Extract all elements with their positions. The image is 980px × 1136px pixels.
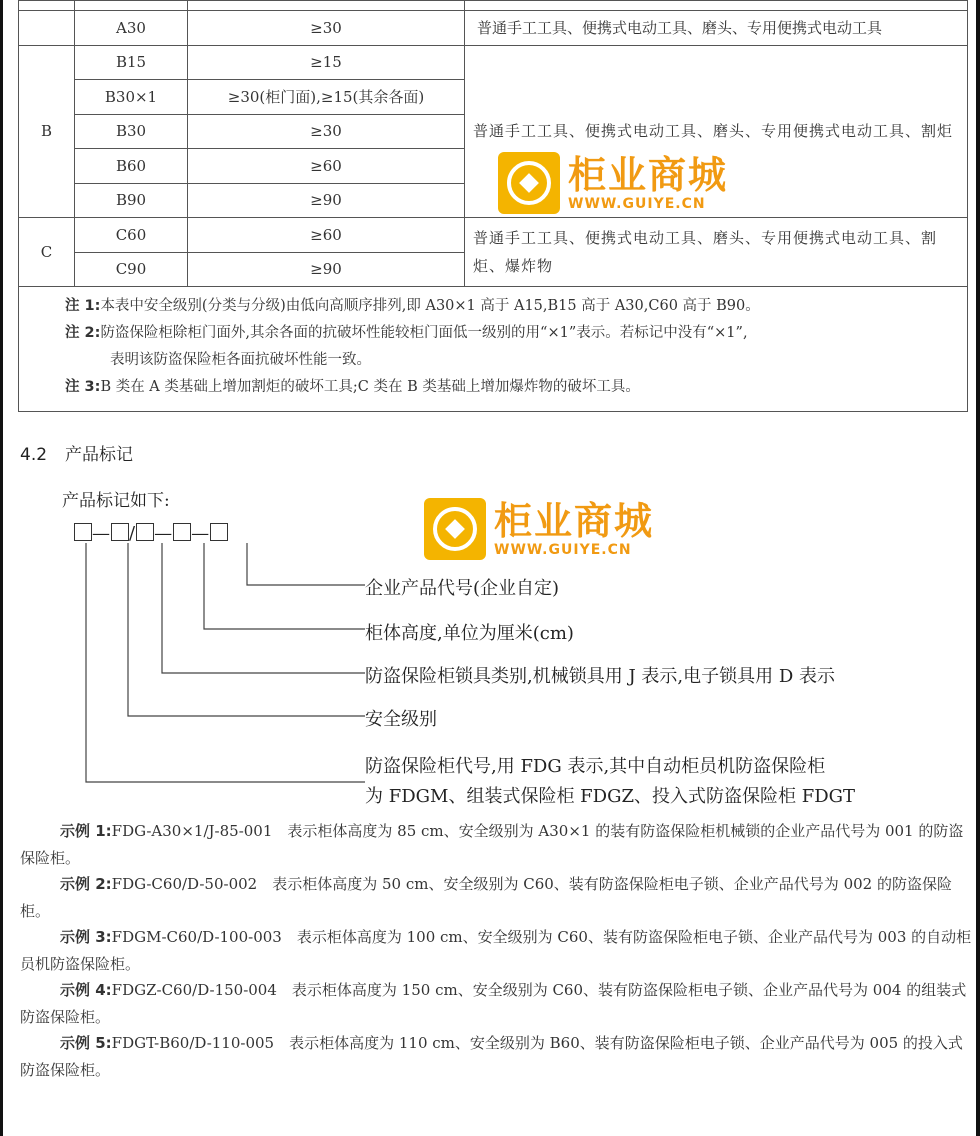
table-row — [19, 1, 968, 11]
watermark-name: 柜业商城 — [568, 153, 729, 197]
level-cell: C90 — [75, 252, 188, 287]
leader-line-company — [247, 543, 365, 585]
legend-product-code-line2: 为 FDGM、组装式保险柜 FDGZ、投入式防盗保险柜 FDGT — [365, 786, 856, 807]
value-cell: ≥60 — [188, 218, 465, 253]
group-cell: C — [19, 218, 75, 287]
example-4: 示例 4:FDGZ-C60/D-150-004 表示柜体高度为 150 cm、安全级别为 C60、装有防盗保险柜电子锁、企业产品代号为 004 的组装式防盗保险柜。 — [20, 981, 967, 1026]
section-number: 4.2 — [20, 445, 48, 465]
intro-text: 产品标记如下: — [62, 491, 170, 511]
value-cell: ≥30(柜门面),≥15(其余各面) — [188, 80, 465, 115]
separator: — — [92, 523, 111, 544]
placeholder-box — [111, 523, 129, 541]
tools-cell: 普通手工工具、便携式电动工具、磨头、专用便携式电动工具、割炬 — [465, 45, 968, 218]
table-cell — [465, 1, 968, 11]
table-cell — [19, 11, 75, 46]
security-level-table — [18, 0, 968, 412]
value-cell: ≥30 — [188, 114, 465, 149]
value-cell: ≥30 — [188, 11, 465, 46]
legend-security-level: 安全级别 — [365, 709, 437, 730]
table-cell — [188, 1, 465, 11]
leader-line-product — [86, 543, 365, 782]
legend-company-code: 企业产品代号(企业自定) — [365, 578, 560, 599]
table-row — [19, 45, 968, 80]
level-cell: B90 — [75, 183, 188, 218]
legend-product-code-line1: 防盗保险柜代号,用 FDG 表示,其中自动柜员机防盗保险柜 — [365, 756, 826, 777]
placeholder-box — [173, 523, 191, 541]
example-5: 示例 5:FDGT-B60/D-110-005 表示柜体高度为 110 cm、安全级别为 B60、装有防盗保险柜电子锁、企业产品代号为 005 的投入式防盗保险柜。 — [20, 1034, 963, 1079]
note-2-continuation: 表明该防盗保险柜各面抗破坏性能一致。 — [110, 352, 371, 368]
table-row — [19, 287, 968, 412]
level-cell: B15 — [75, 45, 188, 80]
separator: — — [154, 523, 174, 544]
table-row — [19, 11, 968, 46]
example-1: 示例 1:FDG-A30×1/J-85-001 表示柜体高度为 85 cm、安全级别为 A30×1 的装有防盗保险柜机械锁的企业产品代号为 001 的防盗保险柜。 — [20, 822, 964, 867]
marking-template — [74, 523, 228, 544]
tools-cell: 普通手工工具、便携式电动工具、磨头、专用便携式电动工具、割炬、爆炸物 — [465, 218, 968, 287]
watermark-name: 柜业商城 — [494, 499, 655, 543]
watermark-logo — [424, 498, 654, 560]
note-3: 注 3:B 类在 A 类基础上增加割炬的破坏工具;C 类在 B 类基础上增加爆炸物的破坏工具。 — [65, 379, 640, 395]
separator: — — [191, 523, 211, 544]
logo-icon — [498, 152, 560, 214]
section-heading — [20, 440, 133, 465]
table-notes — [19, 287, 968, 412]
watermark-url: WWW.GUIYE.CN — [494, 542, 632, 558]
page-border-left — [0, 0, 3, 1136]
table-cell — [75, 1, 188, 11]
leader-line-level — [128, 543, 365, 716]
example-3: 示例 3:FDGM-C60/D-100-003 表示柜体高度为 100 cm、安全级别为 C60、装有防盗保险柜电子锁、企业产品代号为 003 的自动柜员机防盗保险柜。 — [20, 928, 972, 973]
page-border-right — [976, 0, 980, 1136]
value-cell: ≥60 — [188, 149, 465, 184]
placeholder-box — [210, 523, 228, 541]
legend-lock-type: 防盗保险柜锁具类别,机械锁具用 J 表示,电子锁具用 D 表示 — [365, 666, 835, 687]
group-cell: B — [19, 45, 75, 218]
table-cell — [19, 1, 75, 11]
placeholder-box — [74, 523, 92, 541]
level-cell: B60 — [75, 149, 188, 184]
logo-icon — [424, 498, 486, 560]
note-2: 注 2:防盗保险柜除柜门面外,其余各面的抗破坏性能较柜门面低一级别的用“×1”表示。若标记中没有“×1”, — [65, 325, 748, 341]
table-row — [19, 218, 968, 253]
level-cell: B30 — [75, 114, 188, 149]
level-cell: B30×1 — [75, 80, 188, 115]
level-cell: C60 — [75, 218, 188, 253]
tools-cell: 普通手工工具、便携式电动工具、磨头、专用便携式电动工具 — [465, 11, 968, 46]
leader-line-lock — [162, 543, 365, 673]
value-cell: ≥15 — [188, 45, 465, 80]
legend-height: 柜体高度,单位为厘米(cm) — [365, 623, 574, 644]
section-title: 产品标记 — [65, 445, 134, 465]
legend-product-code — [365, 752, 855, 812]
watermark-url: WWW.GUIYE.CN — [568, 196, 706, 212]
separator: / — [129, 523, 137, 544]
note-1: 注 1:本表中安全级别(分类与分级)由低向高顺序排列,即 A30×1 高于 A15,B15 高于 A30,C60 高于 B90。 — [65, 298, 760, 314]
value-cell: ≥90 — [188, 252, 465, 287]
value-cell: ≥90 — [188, 183, 465, 218]
example-2: 示例 2:FDG-C60/D-50-002 表示柜体高度为 50 cm、安全级别为 C60、装有防盗保险柜电子锁、企业产品代号为 002 的防盗保险柜。 — [20, 875, 952, 920]
examples-section — [20, 818, 972, 1083]
level-cell: A30 — [75, 11, 188, 46]
placeholder-box — [136, 523, 154, 541]
watermark-logo — [498, 152, 728, 214]
leader-line-height — [204, 543, 365, 629]
